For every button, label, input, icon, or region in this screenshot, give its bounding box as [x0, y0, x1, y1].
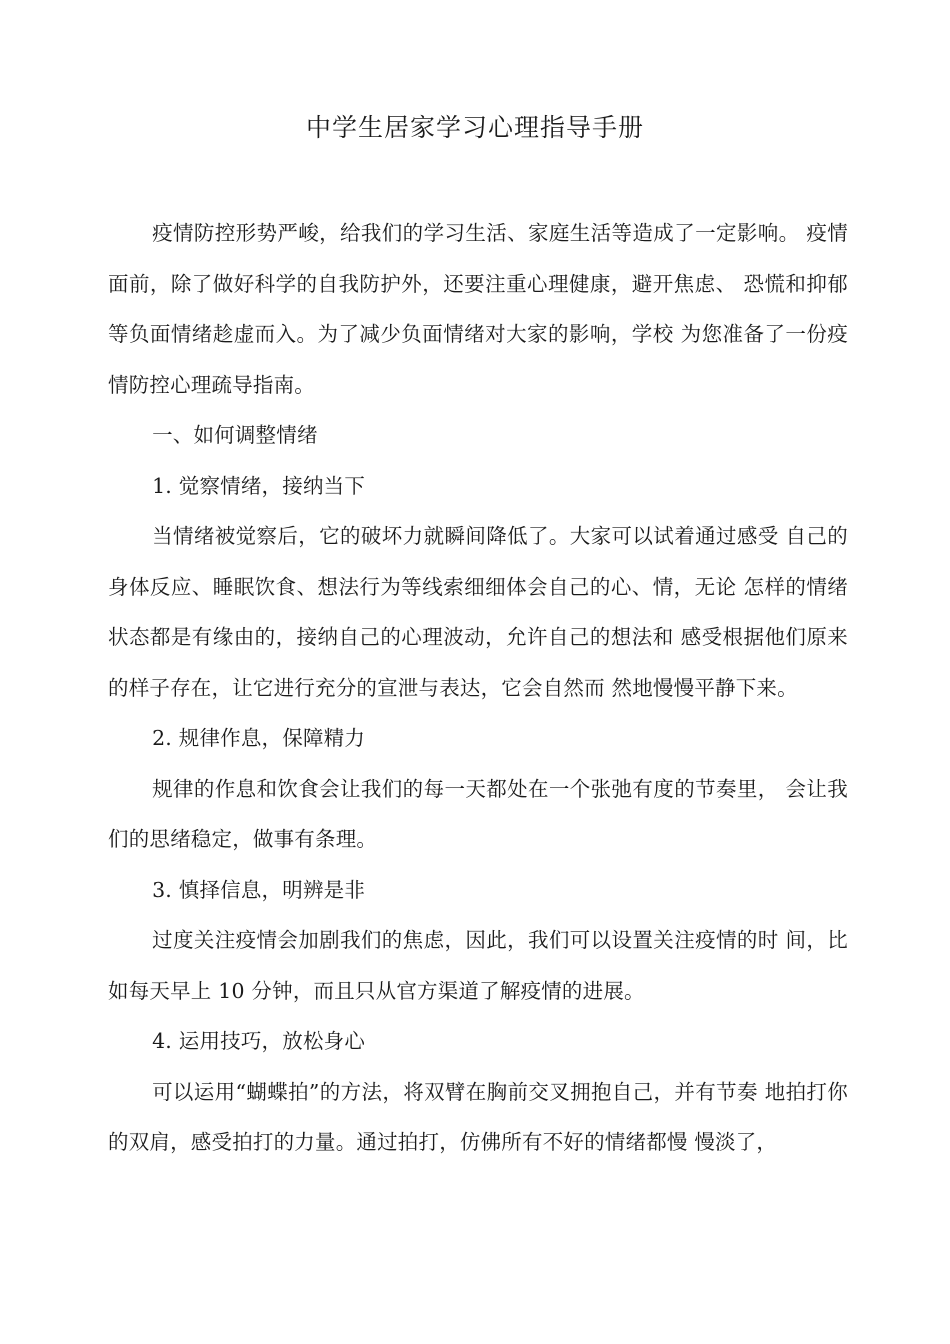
subheading-awareness: 1. 觉察情绪，接纳当下 — [152, 473, 366, 498]
paragraph-information: 过度关注疫情会加剧我们的焦虑，因此，我们可以设置关注疫情的时 间，比如每天早上 10 分钟，而且只从官方渠道了解疫情的进展。 — [108, 928, 848, 1003]
paragraph-relaxation: 可以运用“蝴蝶拍”的方法，将双臂在胸前交叉拥抱自己，并有节奏 地拍打你的双肩，感受拍打的力量。通过拍打，仿佛所有不好的情绪都慢 慢淡了， — [108, 1079, 848, 1154]
document-body — [108, 208, 848, 1168]
section-heading-adjust-emotions: 一、如何调整情绪 — [152, 423, 318, 447]
subheading-relaxation: 4. 运用技巧，放松身心 — [152, 1029, 366, 1053]
paragraph-routine: 规律的作息和饮食会让我们的每一天都处在一个张弛有度的节奏里， 会让我们的思绪稳定，做事有条理。 — [108, 776, 848, 851]
subheading-routine: 2. 规律作息，保障精力 — [152, 726, 366, 750]
paragraph-awareness: 当情绪被觉察后，它的破坏力就瞬间降低了。大家可以试着通过感受 自己的身体反应、睡眠饮食、想法行为等线索细细体会自己的心、情，无论 怎样的情绪状态都是有缘由的，接纳自己的心理波动，允许自己的想法和 感受根据他们原来的样子存在，让它进行充分的宣泄与表达，它会自然而 然地慢慢平静下来。 — [108, 524, 848, 700]
subheading-information: 3. 慎择信息，明辨是非 — [152, 877, 366, 902]
intro-paragraph: 疫情防控形势严峻，给我们的学习生活、家庭生活等造成了一定影响。 疫情面前，除了做好科学的自我防护外，还要注重心理健康，避开焦虑、 恐慌和抑郁等负面情绪趁虚而入。为了减少负面情绪对大家的影响，学校 为您准备了一份疫情防控心理疏导指南。 — [108, 221, 848, 397]
document-title: 中学生居家学习心理指导手册 — [305, 113, 644, 142]
